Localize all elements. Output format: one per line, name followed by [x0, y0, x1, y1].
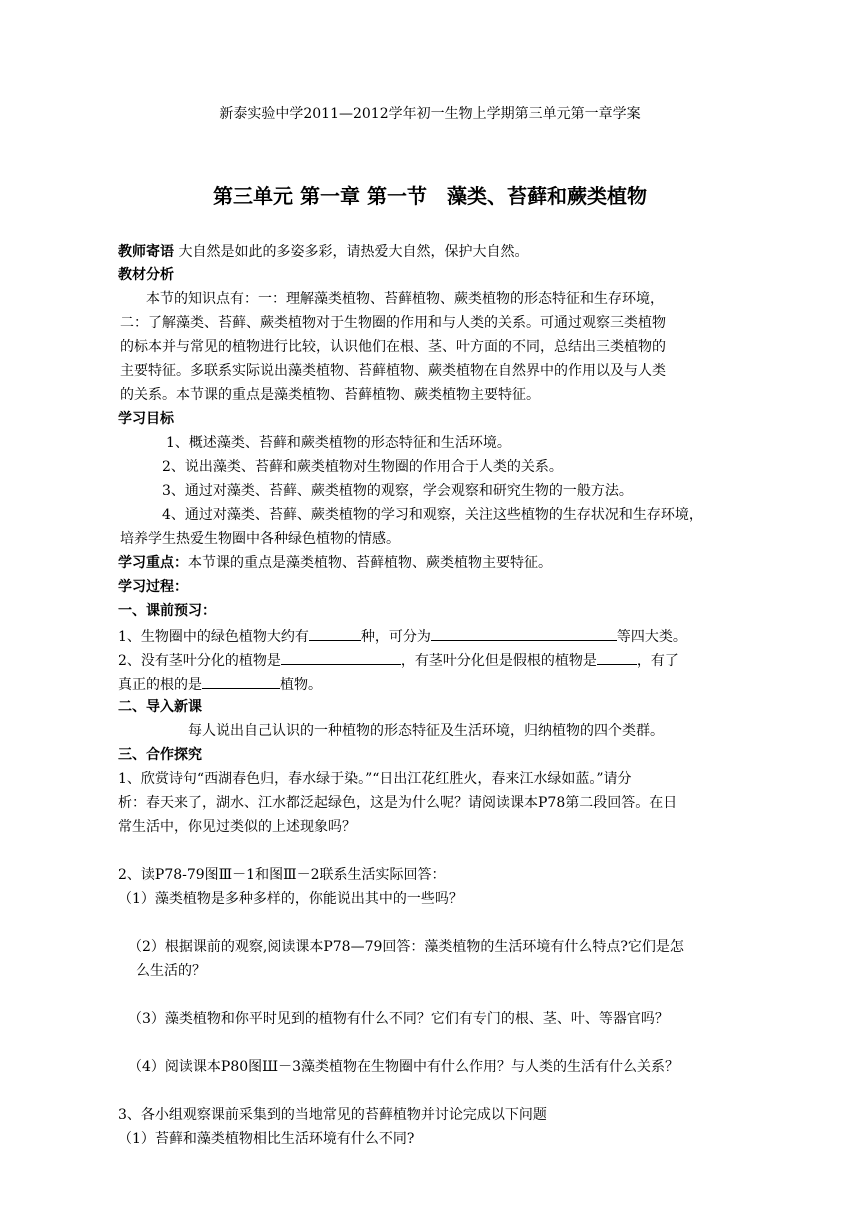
preview-heading: 一、课前预习： — [118, 603, 216, 619]
explore-paragraph: 1、欣赏诗句“西湖春色归，春水绿于染。”“日出江花红胜火，春来江水绿如蓝。”请分 — [118, 771, 632, 787]
preview-question-1 — [118, 625, 687, 647]
analysis-line: 的标本并与常见的植物进行比较，认识他们在根、茎、叶方面的不同，总结出三类植物的 — [120, 339, 666, 355]
goal-item: 培养学生热爱生物圈中各种绿色植物的情感。 — [120, 531, 400, 547]
question-text: 真正的根的是 — [118, 677, 202, 693]
explore-heading: 三、合作探究 — [118, 747, 202, 763]
explore-subitem: （1）苔藓和藻类植物相比生活环境有什么不同? — [118, 1131, 415, 1147]
answer-blank[interactable] — [309, 625, 361, 641]
explore-item: 2、读P78-79图Ⅲ－1和图Ⅲ－2联系生活实际回答： — [118, 867, 446, 883]
question-text: 种，可分为 — [360, 629, 431, 645]
explore-paragraph: 常生活中，你见过类似的上述现象吗？ — [118, 819, 356, 835]
question-text: ，有了 — [636, 653, 679, 669]
analysis-line: 主要特征。多联系实际说出藻类植物、苔藓植物、蕨类植物在自然界中的作用以及与人类 — [120, 363, 666, 379]
focus-label: 学习重点： — [118, 555, 188, 571]
focus-line — [118, 553, 552, 573]
intro-heading: 二、导入新课 — [118, 699, 202, 715]
page-title: 第三单元 第一章 第一节 藻类、苔藓和蕨类植物 — [213, 184, 647, 208]
explore-subitem: （1）藻类植物是多种多样的，你能说出其中的一些吗？ — [118, 891, 463, 907]
question-text: 等四大类。 — [616, 629, 687, 645]
preview-question-2 — [118, 649, 679, 671]
intro-text: 每人说出自己认识的一种植物的形态特征及生活环境，归纳植物的四个类群。 — [188, 723, 664, 739]
document-header: 新泰实验中学2011—2012学年初一生物上学期第三单元第一章学案 — [219, 106, 641, 122]
question-text: 2、没有茎叶分化的植物是 — [118, 653, 281, 669]
explore-paragraph: 析：春天来了，湖水、江水都泛起绿色，这是为什么呢？请阅读课本P78第二段回答。在日 — [118, 795, 678, 811]
question-text: 1、生物圈中的绿色植物大约有 — [118, 629, 309, 645]
preview-question-2-cont — [118, 673, 322, 695]
explore-subitem: 么生活的？ — [136, 963, 206, 979]
goal-item: 1、概述藻类、苔藓和蕨类植物的形态特征和生活环境。 — [166, 435, 511, 451]
teacher-message — [118, 242, 528, 262]
teacher-message-text: 大自然是如此的多姿多彩，请热爱大自然，保护大自然。 — [178, 244, 529, 260]
question-text: 植物。 — [280, 677, 322, 693]
analysis-line: 本节的知识点有：一：理解藻类植物、苔藓植物、蕨类植物的形态特征和生存环境， — [146, 291, 664, 307]
analysis-line: 的关系。本节课的重点是藻类植物、苔藓植物、蕨类植物主要特征。 — [120, 387, 540, 403]
question-text: ，有茎叶分化但是假根的植物是 — [400, 653, 597, 669]
focus-text: 本节课的重点是藻类植物、苔藓植物、蕨类植物主要特征。 — [188, 555, 552, 571]
explore-subitem: （3）藻类植物和你平时见到的植物有什么不同？它们有专门的根、茎、叶、等器官吗？ — [128, 1011, 669, 1027]
explore-subitem: （2）根据课前的观察,阅读课本P78—79回答：藻类植物的生活环境有什么特点?它们是怎 — [128, 939, 684, 955]
process-heading: 学习过程： — [118, 579, 188, 595]
explore-item: 3、各小组观察课前采集到的当地常见的苔藓植物并讨论完成以下问题 — [118, 1107, 547, 1123]
answer-blank[interactable] — [597, 649, 637, 665]
explore-subitem: （4）阅读课本P80图Ш－3藻类植物在生物圈中有什么作用？与人类的生活有什么关系？ — [128, 1059, 680, 1075]
answer-blank[interactable] — [202, 673, 280, 689]
teacher-message-label: 教师寄语 — [118, 244, 174, 260]
goal-item: 4、通过对藻类、苔藓、蕨类植物的学习和观察，关注这些植物的生存状况和生存环境， — [162, 507, 703, 523]
goals-heading: 学习目标 — [118, 411, 174, 427]
analysis-heading: 教材分析 — [118, 267, 174, 283]
goal-item: 3、通过对藻类、苔藓、蕨类植物的观察，学会观察和研究生物的一般方法。 — [162, 483, 633, 499]
answer-blank[interactable] — [431, 625, 617, 641]
goal-item: 2、说出藻类、苔藓和蕨类植物对生物圈的作用合于人类的关系。 — [162, 459, 563, 475]
answer-blank[interactable] — [281, 649, 401, 665]
analysis-line: 二：了解藻类、苔藓、蕨类植物对于生物圈的作用和与人类的关系。可通过观察三类植物 — [120, 315, 666, 331]
